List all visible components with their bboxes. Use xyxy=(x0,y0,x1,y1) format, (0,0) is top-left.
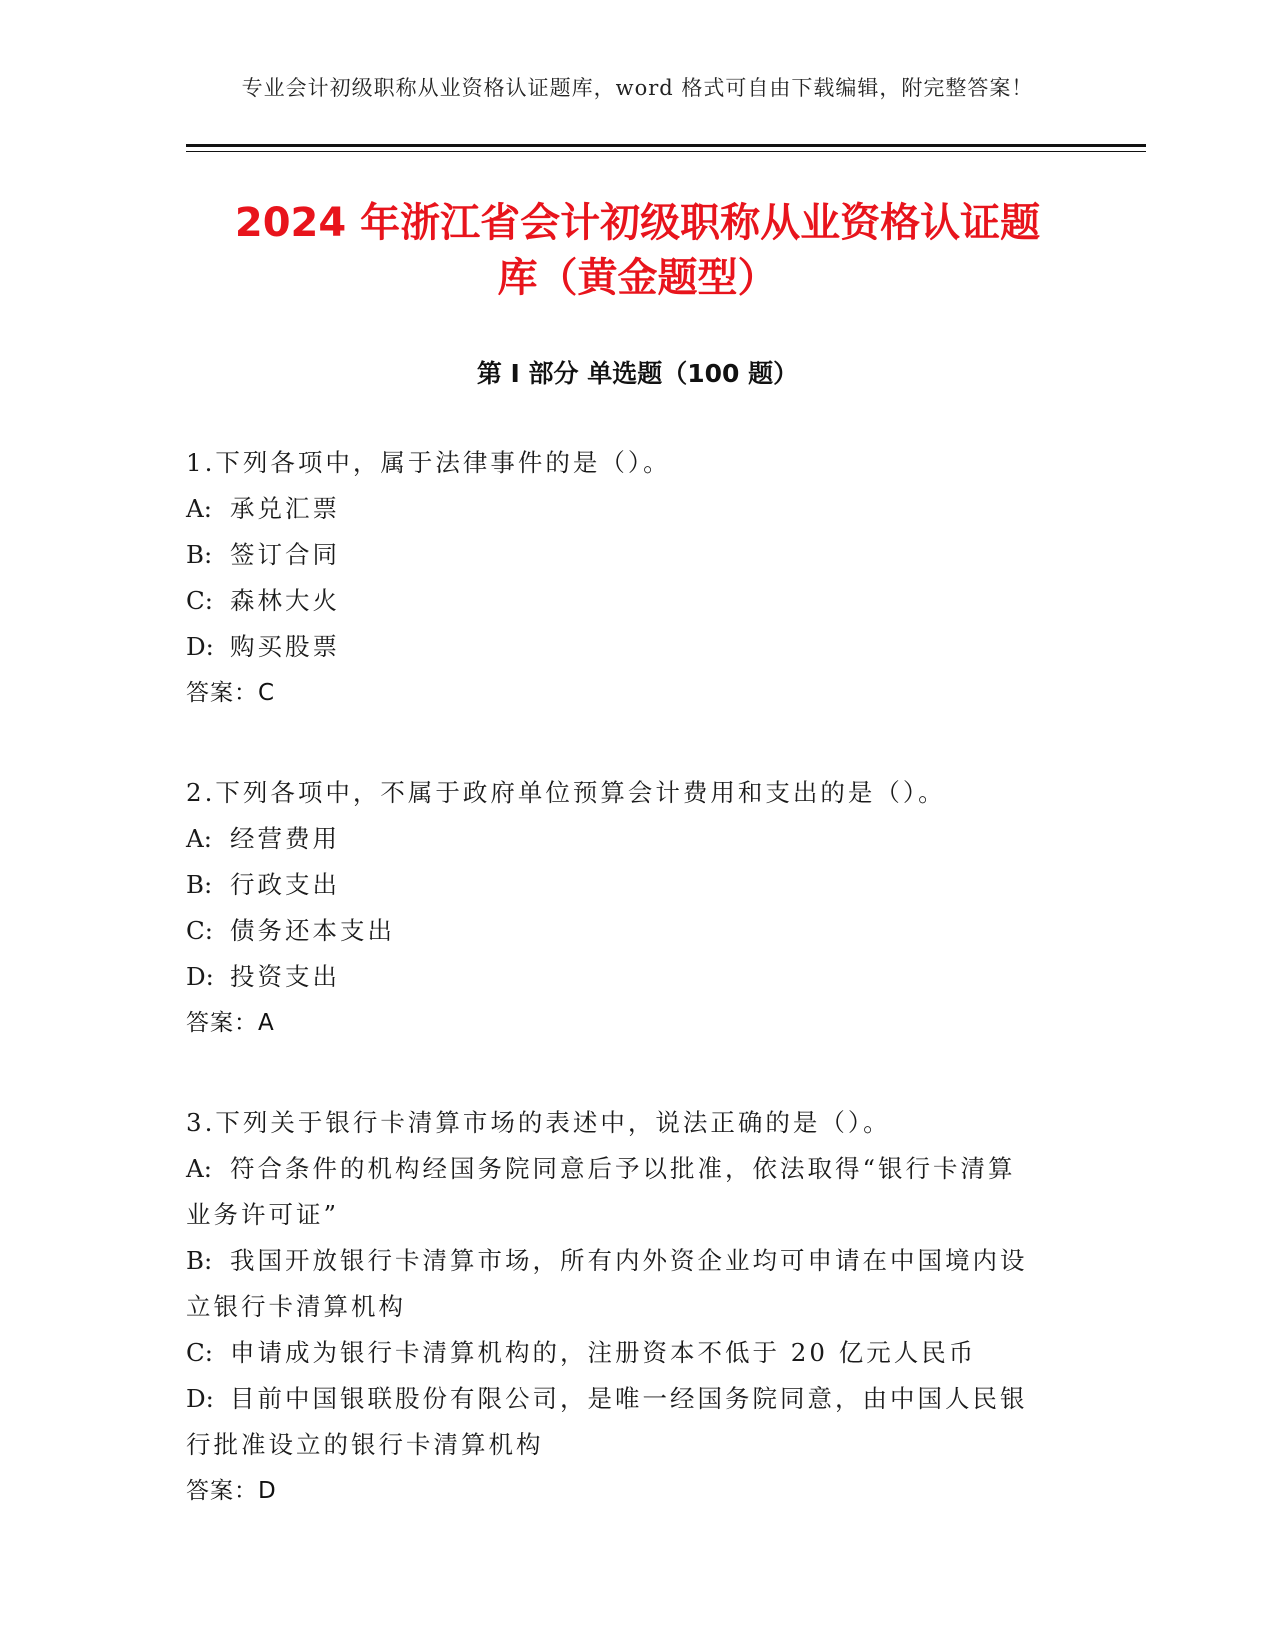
answer-label: 答案：D xyxy=(186,1478,277,1504)
question-1 xyxy=(186,440,1076,716)
option-text: 行政支出 xyxy=(230,870,340,899)
answer-label: 答案：C xyxy=(186,680,276,706)
option-a-continuation: 业务许可证” xyxy=(186,1200,340,1229)
option-text: 目前中国银联股份有限公司，是唯一经国务院同意，由中国人民银 xyxy=(230,1384,1028,1413)
question-3 xyxy=(186,1100,1076,1514)
question-stem: 3.下列关于银行卡清算市场的表述中，说法正确的是（）。 xyxy=(186,1108,891,1137)
option-text: 承兑汇票 xyxy=(230,494,340,523)
option-key: D: xyxy=(186,632,214,661)
section-title: 第 I 部分 单选题（100 题） xyxy=(476,359,799,388)
option-key: A: xyxy=(186,824,212,853)
option-key: C: xyxy=(186,586,214,615)
option-c xyxy=(186,1330,1076,1376)
option-d xyxy=(186,624,1076,670)
option-d xyxy=(186,954,1076,1000)
answer-label: 答案：A xyxy=(186,1010,275,1036)
option-text: 符合条件的机构经国务院同意后予以批准，依法取得“银行卡清算 xyxy=(230,1154,1016,1183)
question-stem: 1.下列各项中，属于法律事件的是（）。 xyxy=(186,448,671,477)
option-c xyxy=(186,908,1076,954)
option-b xyxy=(186,532,1076,578)
option-key: B: xyxy=(186,540,213,569)
option-key: B: xyxy=(186,870,213,899)
header-rule-thick xyxy=(186,144,1146,147)
option-b xyxy=(186,1238,1076,1284)
option-text: 我国开放银行卡清算市场，所有内外资企业均可申请在中国境内设 xyxy=(230,1246,1028,1275)
option-key: A: xyxy=(186,1154,212,1183)
header-note: 专业会计初级职称从业资格认证题库，word 格式可自由下载编辑，附完整答案！ xyxy=(241,76,1034,100)
option-b xyxy=(186,862,1076,908)
option-text: 购买股票 xyxy=(230,632,340,661)
option-b-continuation: 立银行卡清算机构 xyxy=(186,1292,406,1321)
option-text: 经营费用 xyxy=(230,824,340,853)
option-key: C: xyxy=(186,916,214,945)
option-d-continuation: 行批准设立的银行卡清算机构 xyxy=(186,1430,544,1459)
option-key: C: xyxy=(186,1338,214,1367)
option-key: D: xyxy=(186,962,214,991)
option-d xyxy=(186,1376,1076,1422)
option-text: 签订合同 xyxy=(230,540,340,569)
option-c xyxy=(186,578,1076,624)
question-2 xyxy=(186,770,1076,1046)
option-key: A: xyxy=(186,494,212,523)
question-list xyxy=(186,440,1076,1568)
option-text: 投资支出 xyxy=(230,962,340,991)
option-a xyxy=(186,486,1076,532)
title-line-1: 2024 年浙江省会计初级职称从业资格认证题 xyxy=(234,200,1041,246)
option-text: 森林大火 xyxy=(230,586,340,615)
option-text: 申请成为银行卡清算机构的，注册资本不低于 20 亿元人民币 xyxy=(230,1338,977,1367)
option-text: 债务还本支出 xyxy=(230,916,395,945)
question-stem: 2.下列各项中，不属于政府单位预算会计费用和支出的是（）。 xyxy=(186,778,946,807)
title-line-2: 库（黄金题型） xyxy=(497,255,778,301)
header-rule-thin xyxy=(186,151,1146,152)
document-title xyxy=(150,196,1125,306)
option-a xyxy=(186,816,1076,862)
option-key: B: xyxy=(186,1246,213,1275)
option-key: D: xyxy=(186,1384,214,1413)
option-a xyxy=(186,1146,1076,1192)
